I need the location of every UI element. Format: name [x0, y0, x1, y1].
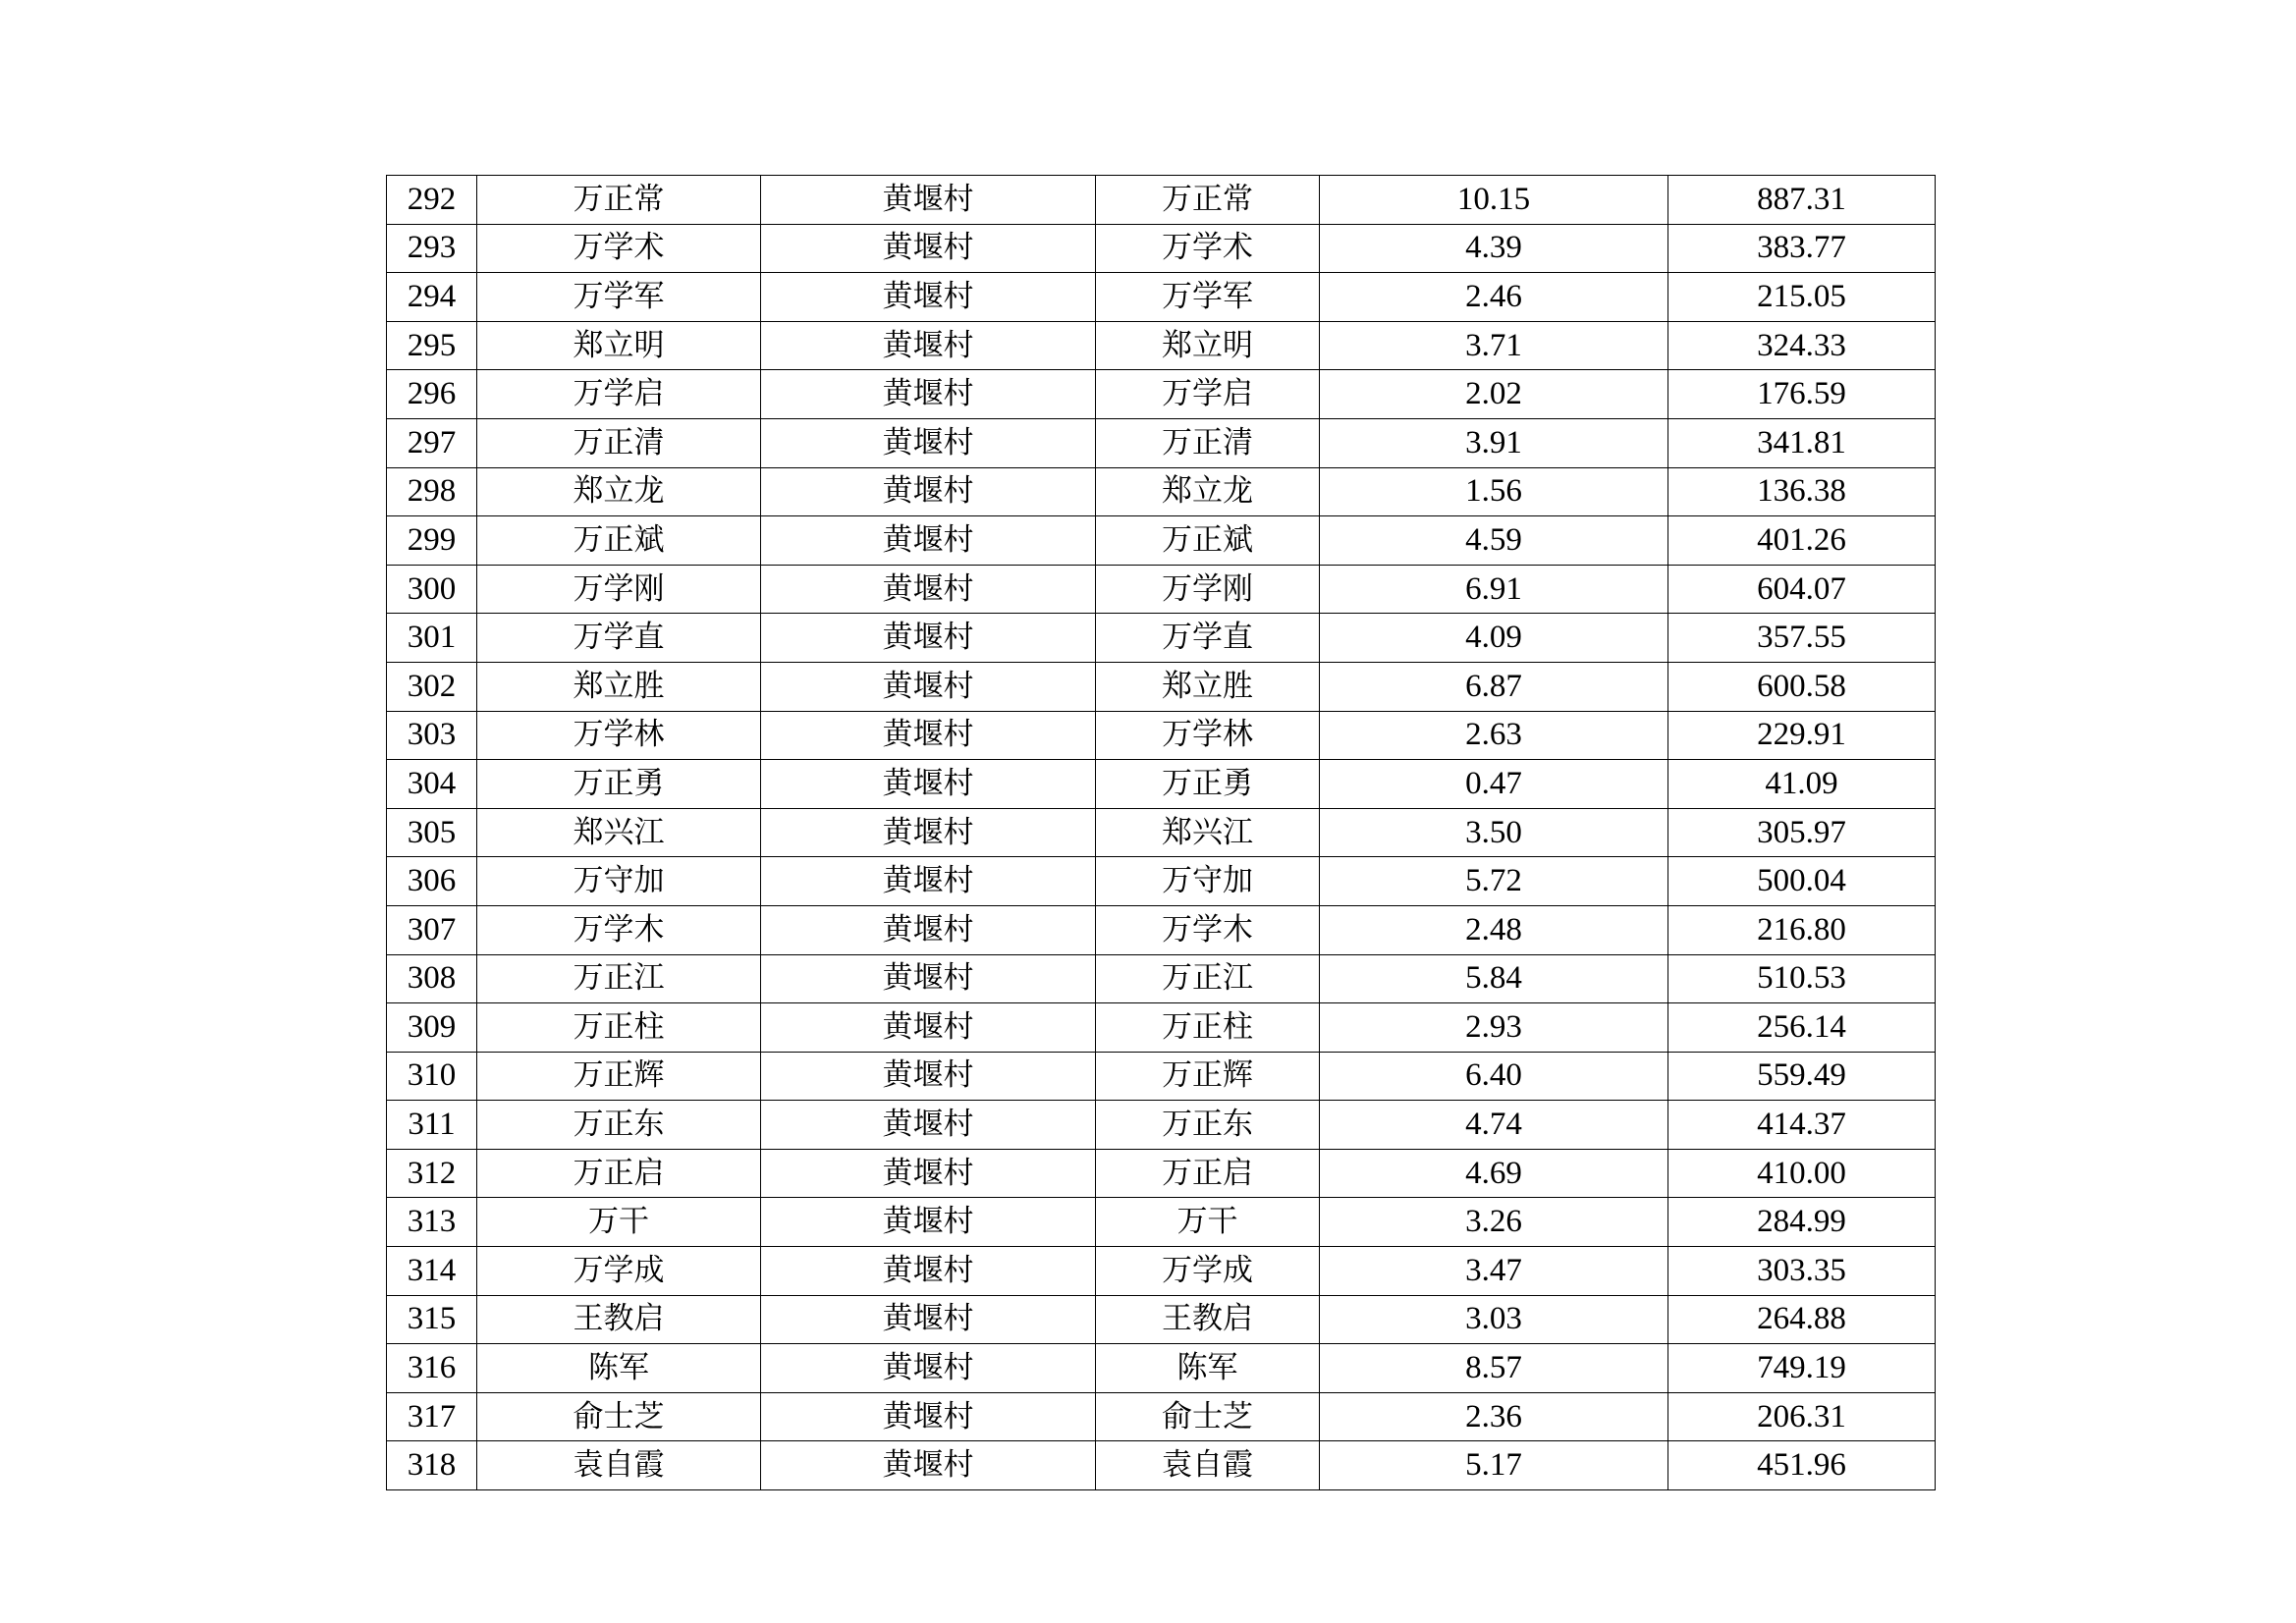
cell-name: 万正清: [477, 418, 761, 467]
cell-name: 万正辉: [477, 1052, 761, 1101]
cell-name: 万正斌: [477, 516, 761, 566]
cell-amount: 176.59: [1668, 370, 1936, 419]
cell-amount: 357.55: [1668, 614, 1936, 663]
cell-contractor: 王教启: [1096, 1295, 1320, 1344]
cell-row-number: 316: [387, 1344, 477, 1393]
table-row: [387, 1441, 1936, 1490]
cell-amount: 604.07: [1668, 565, 1936, 614]
cell-area: 2.48: [1320, 905, 1668, 954]
table-body: [387, 176, 1936, 1490]
cell-contractor: 万正江: [1096, 954, 1320, 1003]
cell-area: 3.26: [1320, 1198, 1668, 1247]
cell-village: 黄堰村: [761, 808, 1096, 857]
cell-area: 2.36: [1320, 1392, 1668, 1441]
cell-area: 0.47: [1320, 760, 1668, 809]
cell-row-number: 300: [387, 565, 477, 614]
cell-row-number: 303: [387, 711, 477, 760]
cell-row-number: 315: [387, 1295, 477, 1344]
table-row: [387, 857, 1936, 906]
cell-area: 3.50: [1320, 808, 1668, 857]
cell-village: 黄堰村: [761, 516, 1096, 566]
cell-contractor: 万学直: [1096, 614, 1320, 663]
table-row: [387, 1149, 1936, 1198]
cell-village: 黄堰村: [761, 1003, 1096, 1053]
table-row: [387, 808, 1936, 857]
cell-contractor: 万学启: [1096, 370, 1320, 419]
cell-row-number: 311: [387, 1101, 477, 1150]
cell-name: 万学直: [477, 614, 761, 663]
cell-area: 1.56: [1320, 467, 1668, 516]
table-row: [387, 905, 1936, 954]
cell-row-number: 302: [387, 662, 477, 711]
cell-name: 万干: [477, 1198, 761, 1247]
table-row: [387, 418, 1936, 467]
cell-name: 万正江: [477, 954, 761, 1003]
cell-amount: 341.81: [1668, 418, 1936, 467]
cell-village: 黄堰村: [761, 905, 1096, 954]
cell-contractor: 万守加: [1096, 857, 1320, 906]
table-row: [387, 662, 1936, 711]
cell-contractor: 郑立胜: [1096, 662, 1320, 711]
cell-area: 3.91: [1320, 418, 1668, 467]
cell-village: 黄堰村: [761, 1149, 1096, 1198]
cell-area: 3.03: [1320, 1295, 1668, 1344]
cell-village: 黄堰村: [761, 273, 1096, 322]
cell-contractor: 陈军: [1096, 1344, 1320, 1393]
cell-row-number: 310: [387, 1052, 477, 1101]
cell-name: 陈军: [477, 1344, 761, 1393]
table-row: [387, 1392, 1936, 1441]
cell-village: 黄堰村: [761, 1344, 1096, 1393]
cell-name: 万正启: [477, 1149, 761, 1198]
cell-village: 黄堰村: [761, 662, 1096, 711]
cell-village: 黄堰村: [761, 370, 1096, 419]
cell-village: 黄堰村: [761, 224, 1096, 273]
cell-area: 2.63: [1320, 711, 1668, 760]
table-row: [387, 760, 1936, 809]
table-row: [387, 1198, 1936, 1247]
cell-amount: 324.33: [1668, 321, 1936, 370]
cell-village: 黄堰村: [761, 467, 1096, 516]
table-row: [387, 1247, 1936, 1296]
cell-row-number: 309: [387, 1003, 477, 1053]
cell-name: 万正常: [477, 176, 761, 225]
cell-name: 万学术: [477, 224, 761, 273]
table-row: [387, 1295, 1936, 1344]
cell-row-number: 299: [387, 516, 477, 566]
cell-row-number: 307: [387, 905, 477, 954]
cell-row-number: 313: [387, 1198, 477, 1247]
cell-contractor: 袁自霞: [1096, 1441, 1320, 1490]
cell-contractor: 万学成: [1096, 1247, 1320, 1296]
cell-contractor: 万干: [1096, 1198, 1320, 1247]
cell-area: 2.02: [1320, 370, 1668, 419]
cell-amount: 256.14: [1668, 1003, 1936, 1053]
cell-name: 万正勇: [477, 760, 761, 809]
cell-row-number: 293: [387, 224, 477, 273]
table-row: [387, 516, 1936, 566]
cell-area: 6.87: [1320, 662, 1668, 711]
table-row: [387, 1052, 1936, 1101]
table-row: [387, 1003, 1936, 1053]
cell-name: 郑兴江: [477, 808, 761, 857]
cell-village: 黄堰村: [761, 321, 1096, 370]
table-row: [387, 711, 1936, 760]
cell-name: 万学启: [477, 370, 761, 419]
cell-row-number: 304: [387, 760, 477, 809]
cell-amount: 284.99: [1668, 1198, 1936, 1247]
cell-contractor: 万学军: [1096, 273, 1320, 322]
cell-area: 6.40: [1320, 1052, 1668, 1101]
table-row: [387, 273, 1936, 322]
table-row: [387, 224, 1936, 273]
cell-amount: 383.77: [1668, 224, 1936, 273]
cell-area: 5.84: [1320, 954, 1668, 1003]
cell-village: 黄堰村: [761, 176, 1096, 225]
cell-row-number: 318: [387, 1441, 477, 1490]
cell-amount: 216.80: [1668, 905, 1936, 954]
cell-amount: 414.37: [1668, 1101, 1936, 1150]
cell-area: 2.93: [1320, 1003, 1668, 1053]
cell-contractor: 俞士芝: [1096, 1392, 1320, 1441]
table-row: [387, 1344, 1936, 1393]
data-table: [386, 175, 1936, 1490]
cell-contractor: 万正常: [1096, 176, 1320, 225]
cell-name: 俞士芝: [477, 1392, 761, 1441]
cell-row-number: 295: [387, 321, 477, 370]
cell-row-number: 306: [387, 857, 477, 906]
cell-contractor: 万学刚: [1096, 565, 1320, 614]
cell-village: 黄堰村: [761, 954, 1096, 1003]
cell-amount: 305.97: [1668, 808, 1936, 857]
cell-amount: 41.09: [1668, 760, 1936, 809]
cell-village: 黄堰村: [761, 1198, 1096, 1247]
cell-name: 万守加: [477, 857, 761, 906]
cell-name: 万学林: [477, 711, 761, 760]
cell-amount: 136.38: [1668, 467, 1936, 516]
cell-village: 黄堰村: [761, 711, 1096, 760]
cell-contractor: 万学术: [1096, 224, 1320, 273]
cell-name: 袁自霞: [477, 1441, 761, 1490]
cell-area: 5.17: [1320, 1441, 1668, 1490]
cell-amount: 229.91: [1668, 711, 1936, 760]
cell-amount: 749.19: [1668, 1344, 1936, 1393]
cell-village: 黄堰村: [761, 1295, 1096, 1344]
cell-contractor: 万正清: [1096, 418, 1320, 467]
cell-area: 6.91: [1320, 565, 1668, 614]
table-row: [387, 176, 1936, 225]
cell-amount: 215.05: [1668, 273, 1936, 322]
cell-contractor: 万学林: [1096, 711, 1320, 760]
cell-village: 黄堰村: [761, 1392, 1096, 1441]
table-row: [387, 565, 1936, 614]
cell-area: 5.72: [1320, 857, 1668, 906]
cell-name: 郑立胜: [477, 662, 761, 711]
table-row: [387, 954, 1936, 1003]
cell-name: 万学木: [477, 905, 761, 954]
cell-row-number: 312: [387, 1149, 477, 1198]
cell-name: 万学军: [477, 273, 761, 322]
cell-contractor: 万正辉: [1096, 1052, 1320, 1101]
cell-contractor: 郑立龙: [1096, 467, 1320, 516]
cell-amount: 401.26: [1668, 516, 1936, 566]
table-row: [387, 467, 1936, 516]
cell-contractor: 万正东: [1096, 1101, 1320, 1150]
cell-row-number: 314: [387, 1247, 477, 1296]
cell-area: 8.57: [1320, 1344, 1668, 1393]
cell-area: 2.46: [1320, 273, 1668, 322]
cell-row-number: 298: [387, 467, 477, 516]
cell-contractor: 万正柱: [1096, 1003, 1320, 1053]
cell-contractor: 万正勇: [1096, 760, 1320, 809]
cell-name: 郑立龙: [477, 467, 761, 516]
cell-village: 黄堰村: [761, 1052, 1096, 1101]
cell-contractor: 郑兴江: [1096, 808, 1320, 857]
cell-area: 4.69: [1320, 1149, 1668, 1198]
cell-row-number: 296: [387, 370, 477, 419]
cell-amount: 264.88: [1668, 1295, 1936, 1344]
cell-village: 黄堰村: [761, 1247, 1096, 1296]
cell-area: 10.15: [1320, 176, 1668, 225]
cell-village: 黄堰村: [761, 857, 1096, 906]
cell-area: 4.59: [1320, 516, 1668, 566]
cell-amount: 451.96: [1668, 1441, 1936, 1490]
cell-name: 万正东: [477, 1101, 761, 1150]
cell-contractor: 万学木: [1096, 905, 1320, 954]
cell-row-number: 305: [387, 808, 477, 857]
cell-amount: 303.35: [1668, 1247, 1936, 1296]
cell-row-number: 301: [387, 614, 477, 663]
cell-amount: 500.04: [1668, 857, 1936, 906]
table-row: [387, 1101, 1936, 1150]
cell-amount: 559.49: [1668, 1052, 1936, 1101]
cell-area: 4.39: [1320, 224, 1668, 273]
cell-village: 黄堰村: [761, 760, 1096, 809]
cell-name: 万正柱: [477, 1003, 761, 1053]
cell-row-number: 297: [387, 418, 477, 467]
cell-area: 3.71: [1320, 321, 1668, 370]
cell-amount: 206.31: [1668, 1392, 1936, 1441]
cell-row-number: 317: [387, 1392, 477, 1441]
cell-row-number: 308: [387, 954, 477, 1003]
cell-row-number: 294: [387, 273, 477, 322]
cell-village: 黄堰村: [761, 614, 1096, 663]
cell-village: 黄堰村: [761, 1441, 1096, 1490]
table-row: [387, 614, 1936, 663]
cell-contractor: 万正斌: [1096, 516, 1320, 566]
cell-amount: 887.31: [1668, 176, 1936, 225]
cell-village: 黄堰村: [761, 565, 1096, 614]
cell-amount: 410.00: [1668, 1149, 1936, 1198]
cell-name: 万学刚: [477, 565, 761, 614]
cell-name: 郑立明: [477, 321, 761, 370]
cell-name: 王教启: [477, 1295, 761, 1344]
cell-area: 4.09: [1320, 614, 1668, 663]
cell-row-number: 292: [387, 176, 477, 225]
cell-name: 万学成: [477, 1247, 761, 1296]
cell-contractor: 郑立明: [1096, 321, 1320, 370]
cell-amount: 600.58: [1668, 662, 1936, 711]
cell-amount: 510.53: [1668, 954, 1936, 1003]
table-row: [387, 370, 1936, 419]
cell-village: 黄堰村: [761, 1101, 1096, 1150]
cell-area: 4.74: [1320, 1101, 1668, 1150]
cell-contractor: 万正启: [1096, 1149, 1320, 1198]
table-row: [387, 321, 1936, 370]
cell-village: 黄堰村: [761, 418, 1096, 467]
cell-area: 3.47: [1320, 1247, 1668, 1296]
